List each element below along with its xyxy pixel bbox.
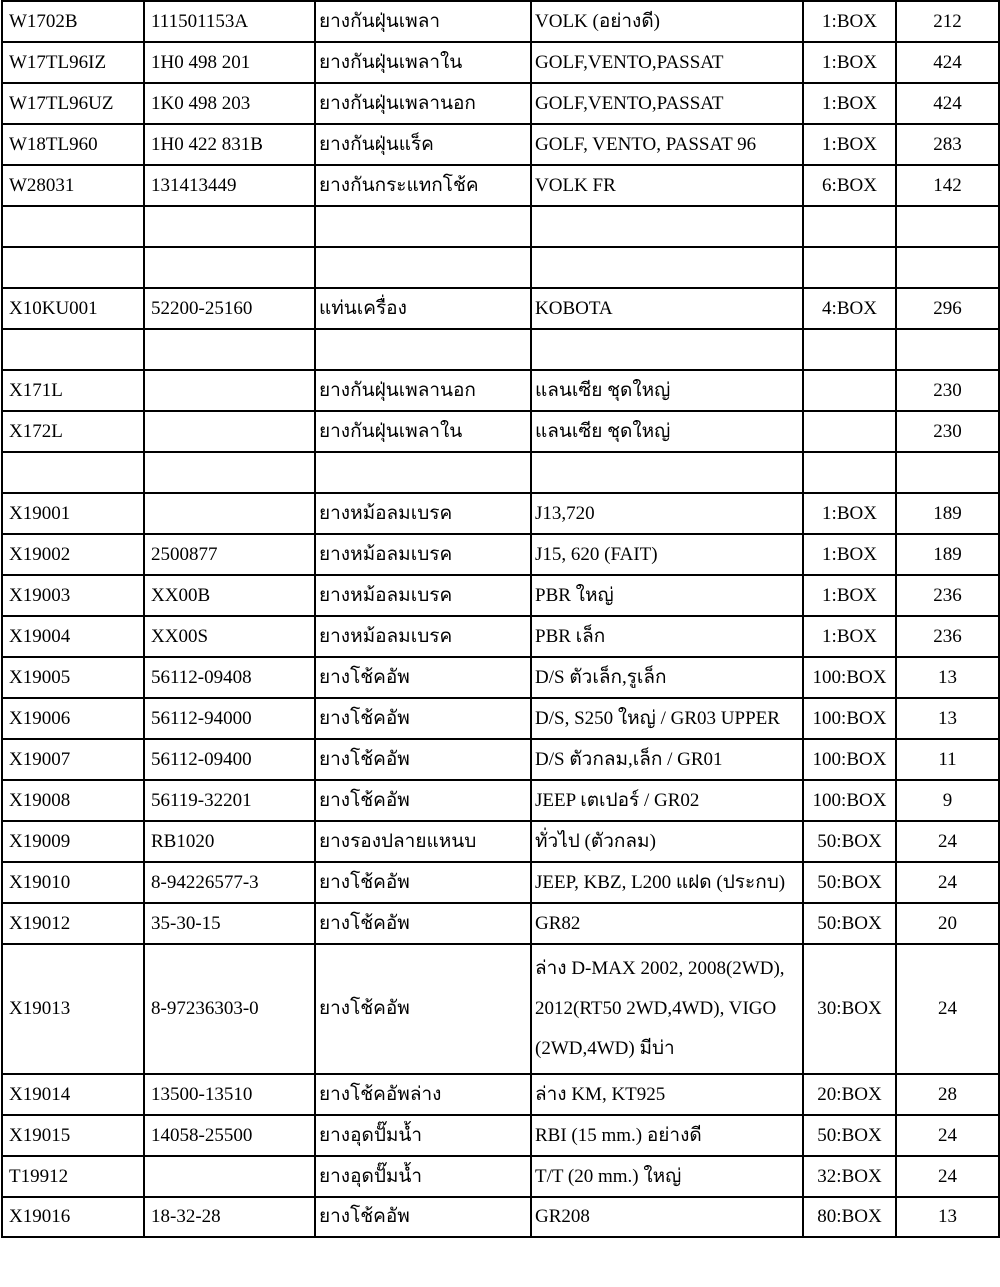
table-row xyxy=(2,165,999,206)
table-row xyxy=(2,903,999,944)
table-row xyxy=(2,1,999,42)
part-code-cell: X19006 xyxy=(2,698,144,739)
vehicle-model-cell: T/T (20 mm.) ใหญ่ xyxy=(531,1156,803,1197)
vehicle-model-cell: GR208 xyxy=(531,1197,803,1237)
description-cell: ยางโช้คอัพ xyxy=(315,1197,531,1237)
description-cell: ยางโช้คอัพล่าง xyxy=(315,1074,531,1115)
part-number-cell xyxy=(144,452,315,493)
part-code-cell: X19004 xyxy=(2,616,144,657)
vehicle-model-cell: J13,720 xyxy=(531,493,803,534)
part-number-cell: 2500877 xyxy=(144,534,315,575)
price-cell: 9 xyxy=(896,780,999,821)
price-cell: 24 xyxy=(896,944,999,1074)
pack-size-cell xyxy=(803,247,896,288)
vehicle-model-cell: GR82 xyxy=(531,903,803,944)
part-code-cell: T19912 xyxy=(2,1156,144,1197)
part-code-cell: X19012 xyxy=(2,903,144,944)
vehicle-model-cell: ล่าง D-MAX 2002, 2008(2WD), 2012(RT50 2WD,4WD), VIGO (2WD,4WD) มีบ่า xyxy=(531,944,803,1074)
pack-size-cell: 30:BOX xyxy=(803,944,896,1074)
description-cell: ยางกันฝุ่นเพลา xyxy=(315,1,531,42)
description-cell: ยางหม้อลมเบรค xyxy=(315,493,531,534)
part-number-cell: 56112-09400 xyxy=(144,739,315,780)
vehicle-model-cell: PBR เล็ก xyxy=(531,616,803,657)
pack-size-cell: 1:BOX xyxy=(803,534,896,575)
part-number-cell: 18-32-28 xyxy=(144,1197,315,1237)
part-number-cell: 1H0 498 201 xyxy=(144,42,315,83)
vehicle-model-cell xyxy=(531,452,803,493)
table-row xyxy=(2,780,999,821)
price-cell: 236 xyxy=(896,616,999,657)
table-row xyxy=(2,1197,999,1237)
pack-size-cell: 1:BOX xyxy=(803,616,896,657)
description-cell: ยางกันฝุ่นเพลาใน xyxy=(315,42,531,83)
part-number-cell xyxy=(144,247,315,288)
part-number-cell xyxy=(144,411,315,452)
part-number-cell: 56112-94000 xyxy=(144,698,315,739)
price-cell: 13 xyxy=(896,657,999,698)
vehicle-model-cell: RBI (15 mm.) อย่างดี xyxy=(531,1115,803,1156)
description-cell: ยางรองปลายแหนบ xyxy=(315,821,531,862)
description-cell: ยางโช้คอัพ xyxy=(315,862,531,903)
part-code-cell: X19009 xyxy=(2,821,144,862)
description-cell: ยางอุดปั๊มน้ำ xyxy=(315,1156,531,1197)
pack-size-cell: 100:BOX xyxy=(803,698,896,739)
part-number-cell: 8-94226577-3 xyxy=(144,862,315,903)
price-cell xyxy=(896,247,999,288)
part-number-cell xyxy=(144,329,315,370)
part-number-cell xyxy=(144,1156,315,1197)
price-cell: 236 xyxy=(896,575,999,616)
vehicle-model-cell: D/S ตัวกลม,เล็ก / GR01 xyxy=(531,739,803,780)
part-code-cell: W1702B xyxy=(2,1,144,42)
part-number-cell: 131413449 xyxy=(144,165,315,206)
part-code-cell: W17TL96UZ xyxy=(2,83,144,124)
price-cell: 24 xyxy=(896,1156,999,1197)
vehicle-model-cell: D/S ตัวเล็ก,รูเล็ก xyxy=(531,657,803,698)
table-row xyxy=(2,329,999,370)
table-row xyxy=(2,247,999,288)
vehicle-model-cell: VOLK (อย่างดี) xyxy=(531,1,803,42)
description-cell: ยางกันฝุ่นเพลานอก xyxy=(315,370,531,411)
table-row xyxy=(2,657,999,698)
price-cell: 13 xyxy=(896,698,999,739)
vehicle-model-cell xyxy=(531,247,803,288)
part-number-cell: 14058-25500 xyxy=(144,1115,315,1156)
part-code-cell: X19007 xyxy=(2,739,144,780)
table-body xyxy=(2,1,999,1237)
table-row xyxy=(2,42,999,83)
part-code-cell: X19013 xyxy=(2,944,144,1074)
part-code-cell: X19005 xyxy=(2,657,144,698)
price-cell: 11 xyxy=(896,739,999,780)
pack-size-cell: 1:BOX xyxy=(803,124,896,165)
price-cell: 212 xyxy=(896,1,999,42)
description-cell: แท่นเครื่อง xyxy=(315,288,531,329)
table-row xyxy=(2,411,999,452)
part-code-cell xyxy=(2,206,144,247)
part-number-cell: 13500-13510 xyxy=(144,1074,315,1115)
pack-size-cell xyxy=(803,206,896,247)
description-cell: ยางหม้อลมเบรค xyxy=(315,616,531,657)
pack-size-cell: 50:BOX xyxy=(803,903,896,944)
table-row xyxy=(2,206,999,247)
table-row xyxy=(2,821,999,862)
pack-size-cell: 1:BOX xyxy=(803,493,896,534)
vehicle-model-cell: PBR ใหญ่ xyxy=(531,575,803,616)
vehicle-model-cell: ทั่วไป (ตัวกลม) xyxy=(531,821,803,862)
price-cell xyxy=(896,206,999,247)
price-cell: 13 xyxy=(896,1197,999,1237)
vehicle-model-cell: KOBOTA xyxy=(531,288,803,329)
part-code-cell: W28031 xyxy=(2,165,144,206)
pack-size-cell: 4:BOX xyxy=(803,288,896,329)
part-code-cell: X172L xyxy=(2,411,144,452)
part-code-cell: W18TL960 xyxy=(2,124,144,165)
vehicle-model-cell: D/S, S250 ใหญ่ / GR03 UPPER xyxy=(531,698,803,739)
pack-size-cell: 80:BOX xyxy=(803,1197,896,1237)
price-cell: 296 xyxy=(896,288,999,329)
part-number-cell: 1H0 422 831B xyxy=(144,124,315,165)
parts-price-table xyxy=(1,0,1000,1238)
part-number-cell: 35-30-15 xyxy=(144,903,315,944)
table-row xyxy=(2,698,999,739)
table-row xyxy=(2,83,999,124)
price-cell xyxy=(896,329,999,370)
pack-size-cell: 100:BOX xyxy=(803,780,896,821)
part-number-cell: RB1020 xyxy=(144,821,315,862)
price-cell: 424 xyxy=(896,42,999,83)
part-code-cell: X171L xyxy=(2,370,144,411)
vehicle-model-cell: J15, 620 (FAIT) xyxy=(531,534,803,575)
table-row xyxy=(2,124,999,165)
price-cell: 20 xyxy=(896,903,999,944)
price-cell: 424 xyxy=(896,83,999,124)
vehicle-model-cell: แลนเซีย ชุดใหญ่ xyxy=(531,370,803,411)
price-cell: 230 xyxy=(896,411,999,452)
price-cell: 142 xyxy=(896,165,999,206)
description-cell: ยางกันกระแทกโช้ค xyxy=(315,165,531,206)
part-number-cell: 56112-09408 xyxy=(144,657,315,698)
pack-size-cell: 100:BOX xyxy=(803,657,896,698)
pack-size-cell: 1:BOX xyxy=(803,83,896,124)
part-code-cell: X19010 xyxy=(2,862,144,903)
price-cell: 189 xyxy=(896,534,999,575)
price-cell: 230 xyxy=(896,370,999,411)
table-row xyxy=(2,944,999,1074)
part-number-cell: 111501153A xyxy=(144,1,315,42)
table-row xyxy=(2,534,999,575)
part-code-cell: X10KU001 xyxy=(2,288,144,329)
table-row xyxy=(2,862,999,903)
description-cell: ยางกันฝุ่นเพลานอก xyxy=(315,83,531,124)
description-cell: ยางโช้คอัพ xyxy=(315,739,531,780)
description-cell: ยางโช้คอัพ xyxy=(315,944,531,1074)
pack-size-cell: 1:BOX xyxy=(803,575,896,616)
price-cell: 24 xyxy=(896,821,999,862)
description-cell: ยางกันฝุ่นแร็ค xyxy=(315,124,531,165)
vehicle-model-cell xyxy=(531,206,803,247)
part-code-cell: X19001 xyxy=(2,493,144,534)
pack-size-cell: 100:BOX xyxy=(803,739,896,780)
table-row xyxy=(2,288,999,329)
pack-size-cell: 1:BOX xyxy=(803,1,896,42)
part-code-cell xyxy=(2,247,144,288)
description-cell: ยางหม้อลมเบรค xyxy=(315,534,531,575)
description-cell: ยางโช้คอัพ xyxy=(315,903,531,944)
vehicle-model-cell: JEEP เตเปอร์ / GR02 xyxy=(531,780,803,821)
pack-size-cell: 32:BOX xyxy=(803,1156,896,1197)
part-code-cell: X19016 xyxy=(2,1197,144,1237)
pack-size-cell: 6:BOX xyxy=(803,165,896,206)
vehicle-model-cell: GOLF,VENTO,PASSAT xyxy=(531,42,803,83)
part-number-cell xyxy=(144,206,315,247)
part-code-cell xyxy=(2,329,144,370)
description-cell xyxy=(315,329,531,370)
part-number-cell xyxy=(144,493,315,534)
part-code-cell: X19002 xyxy=(2,534,144,575)
description-cell: ยางโช้คอัพ xyxy=(315,657,531,698)
price-cell: 28 xyxy=(896,1074,999,1115)
part-number-cell: XX00B xyxy=(144,575,315,616)
vehicle-model-cell: GOLF,VENTO,PASSAT xyxy=(531,83,803,124)
pack-size-cell xyxy=(803,452,896,493)
part-number-cell: XX00S xyxy=(144,616,315,657)
part-code-cell: X19015 xyxy=(2,1115,144,1156)
part-code-cell: W17TL96IZ xyxy=(2,42,144,83)
table-row xyxy=(2,1115,999,1156)
pack-size-cell xyxy=(803,329,896,370)
table-row xyxy=(2,1156,999,1197)
table-row xyxy=(2,493,999,534)
table-row xyxy=(2,452,999,493)
price-cell: 24 xyxy=(896,1115,999,1156)
pack-size-cell: 50:BOX xyxy=(803,821,896,862)
part-number-cell: 1K0 498 203 xyxy=(144,83,315,124)
description-cell xyxy=(315,247,531,288)
part-code-cell: X19008 xyxy=(2,780,144,821)
table-row xyxy=(2,739,999,780)
description-cell: ยางกันฝุ่นเพลาใน xyxy=(315,411,531,452)
description-cell xyxy=(315,452,531,493)
pack-size-cell: 1:BOX xyxy=(803,42,896,83)
vehicle-model-cell: แลนเซีย ชุดใหญ่ xyxy=(531,411,803,452)
part-code-cell: X19014 xyxy=(2,1074,144,1115)
description-cell: ยางโช้คอัพ xyxy=(315,780,531,821)
part-number-cell: 8-97236303-0 xyxy=(144,944,315,1074)
description-cell: ยางโช้คอัพ xyxy=(315,698,531,739)
price-cell: 283 xyxy=(896,124,999,165)
description-cell: ยางหม้อลมเบรค xyxy=(315,575,531,616)
price-cell: 24 xyxy=(896,862,999,903)
table-row xyxy=(2,1074,999,1115)
description-cell xyxy=(315,206,531,247)
pack-size-cell: 50:BOX xyxy=(803,862,896,903)
part-number-cell: 56119-32201 xyxy=(144,780,315,821)
vehicle-model-cell: GOLF, VENTO, PASSAT 96 xyxy=(531,124,803,165)
vehicle-model-cell: VOLK FR xyxy=(531,165,803,206)
table-row xyxy=(2,616,999,657)
price-cell xyxy=(896,452,999,493)
table-row xyxy=(2,575,999,616)
pack-size-cell xyxy=(803,411,896,452)
description-cell: ยางอุดปั๊มน้ำ xyxy=(315,1115,531,1156)
vehicle-model-cell: ล่าง KM, KT925 xyxy=(531,1074,803,1115)
part-code-cell: X19003 xyxy=(2,575,144,616)
vehicle-model-cell xyxy=(531,329,803,370)
part-number-cell xyxy=(144,370,315,411)
vehicle-model-cell: JEEP, KBZ, L200 แฝด (ประกบ) xyxy=(531,862,803,903)
table-row xyxy=(2,370,999,411)
price-cell: 189 xyxy=(896,493,999,534)
part-number-cell: 52200-25160 xyxy=(144,288,315,329)
pack-size-cell: 20:BOX xyxy=(803,1074,896,1115)
pack-size-cell: 50:BOX xyxy=(803,1115,896,1156)
pack-size-cell xyxy=(803,370,896,411)
part-code-cell xyxy=(2,452,144,493)
